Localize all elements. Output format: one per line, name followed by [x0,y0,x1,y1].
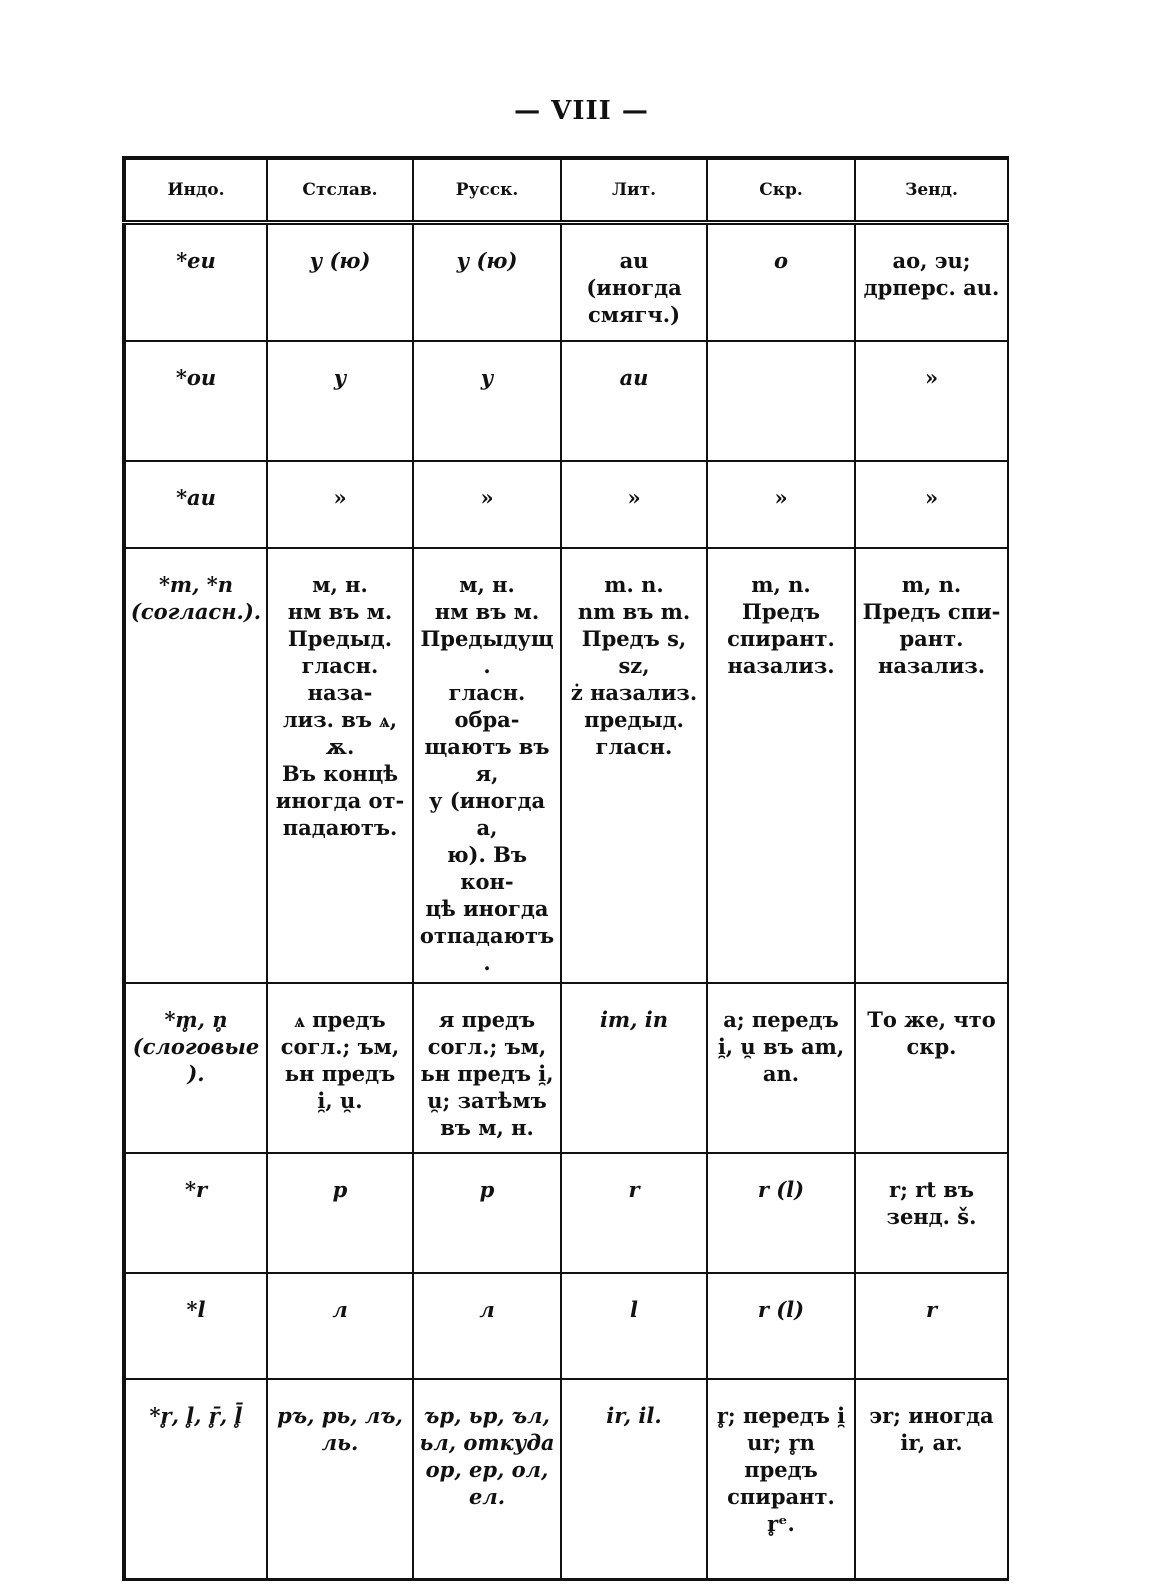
table-row [124,1153,1008,1273]
cell-skr: r̥; передъ i̯ ur; r̥n предъ спирант. r̥ᵉ. [707,1379,855,1580]
cell-skr [707,341,855,461]
cell-stslav: у (ю) [267,223,413,342]
header-zend: Зенд. [855,158,1008,223]
cell-zend: » [855,461,1008,548]
header-lit: Лит. [561,158,707,223]
cell-russk: » [413,461,561,548]
cell-lit: im, in [561,983,707,1153]
cell-lit: au (иногда смягч.) [561,223,707,342]
cell-skr: a; передъ i̯, u̯ въ am, an. [707,983,855,1153]
table-row [124,983,1008,1153]
cell-stslav: л [267,1273,413,1379]
cell-skr: r (l) [707,1273,855,1379]
cell-indo: *r [124,1153,267,1273]
cell-zend: r; rt въ зенд. š. [855,1153,1008,1273]
cell-stslav: у [267,341,413,461]
cell-lit: » [561,461,707,548]
cell-indo: *ou [124,341,267,461]
comparison-table-container [122,156,1006,1581]
table-row [124,341,1008,461]
cell-zend: r [855,1273,1008,1379]
header-skr: Скр. [707,158,855,223]
cell-russk: м, н. нм въ м. Предыдущ. гласн. обра- щаютъ въ я, у (иногда а, ю). Въ кон- цѣ иногда отпадаютъ. [413,548,561,983]
table-row [124,461,1008,548]
table-row [124,1379,1008,1580]
cell-zend: » [855,341,1008,461]
table-row [124,548,1008,983]
cell-stslav: ръ, рь, лъ, ль. [267,1379,413,1580]
cell-russk: л [413,1273,561,1379]
cell-skr: o [707,223,855,342]
cell-russk: я предъ согл.; ъм, ьн предъ i̯, u̯; затѣмъ въ м, н. [413,983,561,1153]
cell-indo: *au [124,461,267,548]
header-stslav: Стслав. [267,158,413,223]
header-row [124,158,1008,223]
cell-russk: р [413,1153,561,1273]
cell-zend: m, n. Предъ спи- рант. назализ. [855,548,1008,983]
cell-indo: *m, *n (соглacн.). [124,548,267,983]
cell-stslav: » [267,461,413,548]
cell-lit: au [561,341,707,461]
cell-lit: l [561,1273,707,1379]
cell-russk: у (ю) [413,223,561,342]
cell-skr: r (l) [707,1153,855,1273]
table-row [124,223,1008,342]
cell-skr: m, n. Предъ спирант. назализ. [707,548,855,983]
cell-stslav: ѧ предъ согл.; ъм, ьн предъ i̯, u̯. [267,983,413,1153]
comparison-table [122,156,1009,1581]
cell-zend: ao, эu; дрперс. au. [855,223,1008,342]
cell-russk: ър, ьр, ъл, ьл, откуда ор, ер, ол, ел. [413,1379,561,1580]
cell-skr: » [707,461,855,548]
cell-indo: *m̥, n̥ (слоговые). [124,983,267,1153]
cell-indo: *r̥, l̥, r̥̄, l̥̄ [124,1379,267,1580]
cell-lit: m. n. nm въ m. Предъ s, sz, ż назализ. предыд. гласн. [561,548,707,983]
table-row [124,1273,1008,1379]
cell-russk: у [413,341,561,461]
cell-zend: То же, что скр. [855,983,1008,1153]
cell-stslav: м, н. нм въ м. Предыд. гласн. наза- лиз. въ ѧ, ѫ. Въ концѣ иногда от- падаютъ. [267,548,413,983]
cell-indo: *eu [124,223,267,342]
cell-indo: *l [124,1273,267,1379]
cell-lit: r [561,1153,707,1273]
cell-lit: ir, il. [561,1379,707,1580]
cell-stslav: р [267,1153,413,1273]
header-indo: Индо. [124,158,267,223]
cell-zend: эr; иногда ir, ar. [855,1379,1008,1580]
page-number: — VIII — [514,96,649,126]
header-russk: Русск. [413,158,561,223]
